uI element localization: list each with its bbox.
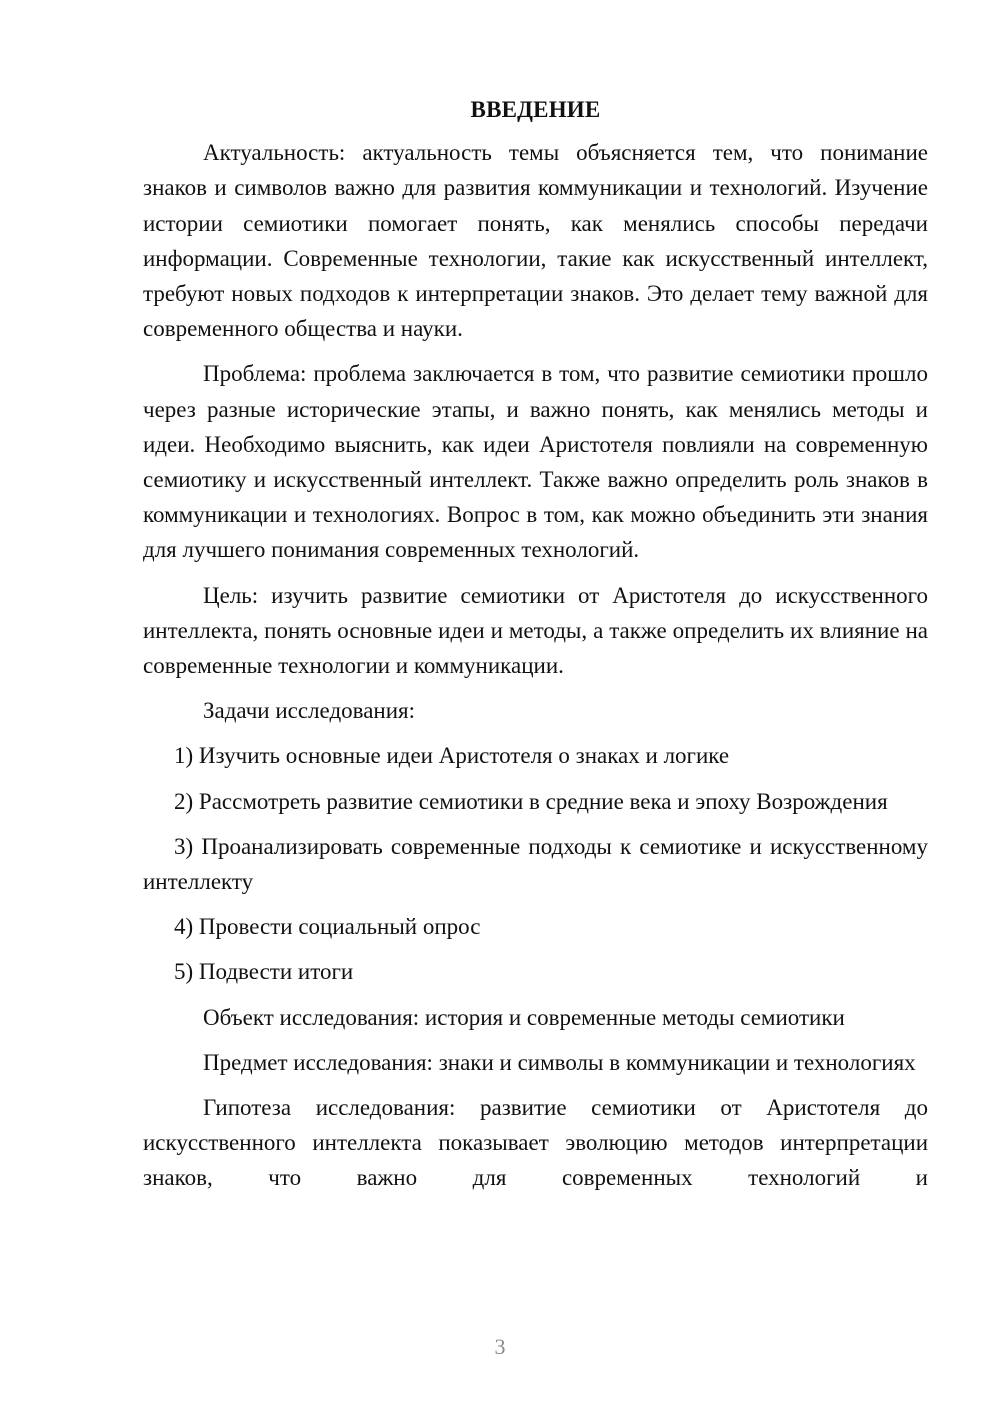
object-paragraph: Объект исследования: история и современные методы семиотики [203,1004,845,1030]
goal-paragraph: Цель: изучить развитие семиотики от Аристотеля до искусственного интеллекта, понять основные идеи и методы, а также определить их влияние на современные технологии и коммуникации. [143,582,928,679]
relevance-paragraph: Актуальность: актуальность темы объясняется тем, что понимание знаков и символов важно для развития коммуникации и технологий. Изучение истории семиотики помогает понять, как менялись способы передачи информации. Современные технологии, такие как искусственный интеллект, требуют новых подходов к интерпретации знаков. Это делает тему важной для современного общества и науки. [143,140,928,342]
section-title: ВВЕДЕНИЕ [470,97,601,122]
tasks-heading: Задачи исследования: [203,698,416,724]
task-item: 1) Изучить основные идеи Аристотеля о знаках и логике [174,743,730,769]
page-content [143,92,928,1206]
task-item: 5) Подвести итоги [174,959,354,985]
subject-paragraph: Предмет исследования: знаки и символы в коммуникации и технологиях [203,1049,916,1075]
problem-paragraph: Проблема: проблема заключается в том, что развитие семиотики прошло через разные исторические этапы, и важно понять, как менялись методы и идеи. Необходимо выяснить, как идеи Аристотеля повлияли на современную семиотику и искусственный интеллект. Также важно определить роль знаков в коммуникации и технологиях. Вопрос в том, как можно объединить эти знания для лучшего понимания современных технологий. [143,361,928,563]
page-number: 3 [494,1334,506,1359]
task-item: 2) Рассмотреть развитие семиотики в средние века и эпоху Возрождения [174,788,888,814]
task-item: 4) Провести социальный опрос [174,914,481,940]
task-item: 3) Проанализировать современные подходы к семиотике и искусственному интеллекту [143,833,928,895]
hypothesis-paragraph: Гипотеза исследования: развитие семиотики от Аристотеля до искусственного интеллекта показывает эволюцию методов интерпретации знаков, что важно для современных технологий и [143,1095,928,1191]
